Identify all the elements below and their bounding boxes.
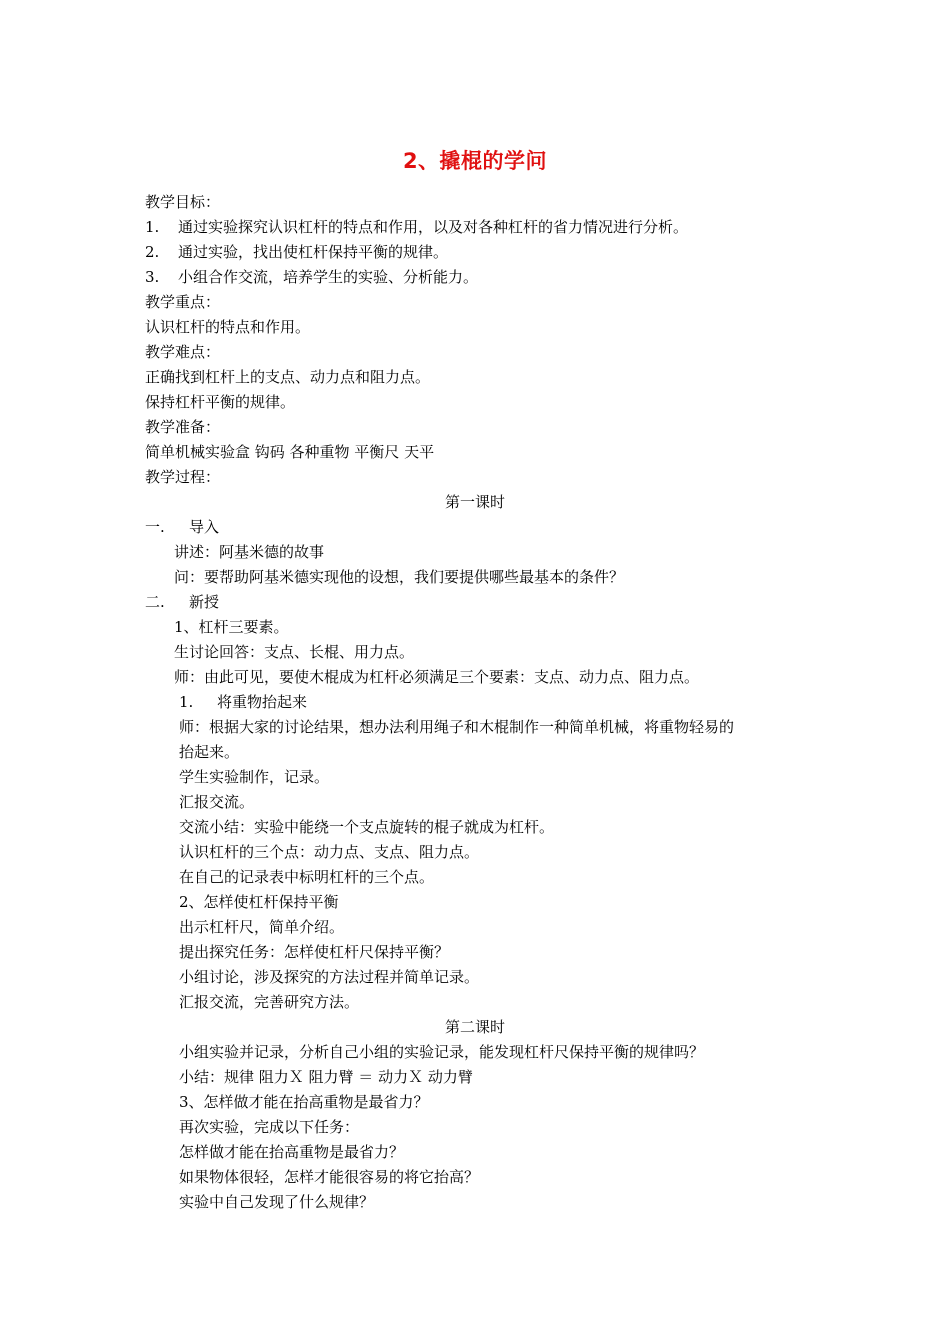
body-line: 如果物体很轻，怎样才能很容易的将它抬高？	[179, 1168, 480, 1186]
body-line: 汇报交流。	[179, 793, 255, 811]
part-title: 导入	[189, 518, 220, 536]
objectives-heading: 教学目标：	[145, 193, 221, 211]
objective-text: 小组合作交流，培养学生的实验、分析能力。	[178, 268, 479, 286]
sub-title: 将重物抬起来	[217, 693, 308, 711]
body-line: 汇报交流，完善研究方法。	[179, 993, 360, 1011]
objective-item	[0, 265, 950, 290]
difficulty-text: 正确找到杠杆上的支点、动力点和阻力点。	[145, 368, 431, 386]
prep-heading: 教学准备：	[145, 418, 221, 436]
objective-text: 通过实验，找出使杠杆保持平衡的规律。	[178, 243, 449, 261]
body-line: 学生实验制作，记录。	[179, 768, 330, 786]
body-line: 问：要帮助阿基米德实现他的设想，我们要提供哪些最基本的条件？	[174, 568, 625, 586]
key-text: 认识杠杆的特点和作用。	[145, 318, 311, 336]
difficulty-text: 保持杠杆平衡的规律。	[145, 393, 296, 411]
key-heading: 教学重点：	[145, 293, 221, 311]
body-line: 1、杠杆三要素。	[174, 618, 289, 636]
lesson-two-heading: 第二课时	[444, 1018, 505, 1036]
part-heading	[0, 590, 950, 615]
list-number: 2.	[145, 243, 160, 261]
body-line: 认识杠杆的三个点：动力点、支点、阻力点。	[179, 843, 480, 861]
body-line: 怎样做才能在抬高重物是最省力？	[179, 1143, 405, 1161]
body-line: 3、怎样做才能在抬高重物是最省力？	[179, 1093, 429, 1111]
body-line: 实验中自己发现了什么规律？	[179, 1193, 375, 1211]
list-number: 1.	[179, 693, 194, 711]
body-line: 讲述：阿基米德的故事	[174, 543, 325, 561]
body-line: 出示杠杆尺，简单介绍。	[179, 918, 345, 936]
process-heading: 教学过程：	[145, 468, 221, 486]
list-number: 一.	[145, 518, 165, 536]
part-title: 新授	[189, 593, 220, 611]
list-number: 1.	[145, 218, 160, 236]
body-line: 小组实验并记录，分析自己小组的实验记录，能发现杠杆尺保持平衡的规律吗？	[179, 1043, 705, 1061]
prep-text: 简单机械实验盒 钩码 各种重物 平衡尺 天平	[145, 443, 435, 461]
lesson-one-heading: 第一课时	[444, 493, 505, 511]
difficulty-heading: 教学难点：	[145, 343, 221, 361]
document-title: 2、撬棍的学问	[402, 149, 548, 173]
objective-item	[0, 240, 950, 265]
body-line: 小结：规律 阻力Ｘ 阻力臂 ＝ 动力Ｘ 动力臂	[179, 1068, 473, 1086]
body-line: 再次实验，完成以下任务：	[179, 1118, 360, 1136]
sub-heading	[0, 690, 950, 715]
body-line: 师：根据大家的讨论结果，想办法利用绳子和木棍制作一种简单机械，将重物轻易的	[179, 718, 735, 736]
body-line: 生讨论回答：支点、长棍、用力点。	[174, 643, 415, 661]
part-heading	[0, 515, 950, 540]
body-line: 小组讨论，涉及探究的方法过程并简单记录。	[179, 968, 480, 986]
body-line: 提出探究任务：怎样使杠杆尺保持平衡？	[179, 943, 450, 961]
body-line: 交流小结：实验中能绕一个支点旋转的棍子就成为杠杆。	[179, 818, 555, 836]
list-number: 3.	[145, 268, 160, 286]
body-line: 在自己的记录表中标明杠杆的三个点。	[179, 868, 435, 886]
list-number: 二.	[145, 593, 165, 611]
document-body	[0, 190, 950, 1215]
body-line: 师：由此可见，要使木棍成为杠杆必须满足三个要素：支点、动力点、阻力点。	[174, 668, 700, 686]
objective-text: 通过实验探究认识杠杆的特点和作用，以及对各种杠杆的省力情况进行分析。	[178, 218, 689, 236]
body-line: 抬起来。	[179, 743, 240, 761]
body-line: 2、怎样使杠杆保持平衡	[179, 893, 339, 911]
objective-item	[0, 215, 950, 240]
